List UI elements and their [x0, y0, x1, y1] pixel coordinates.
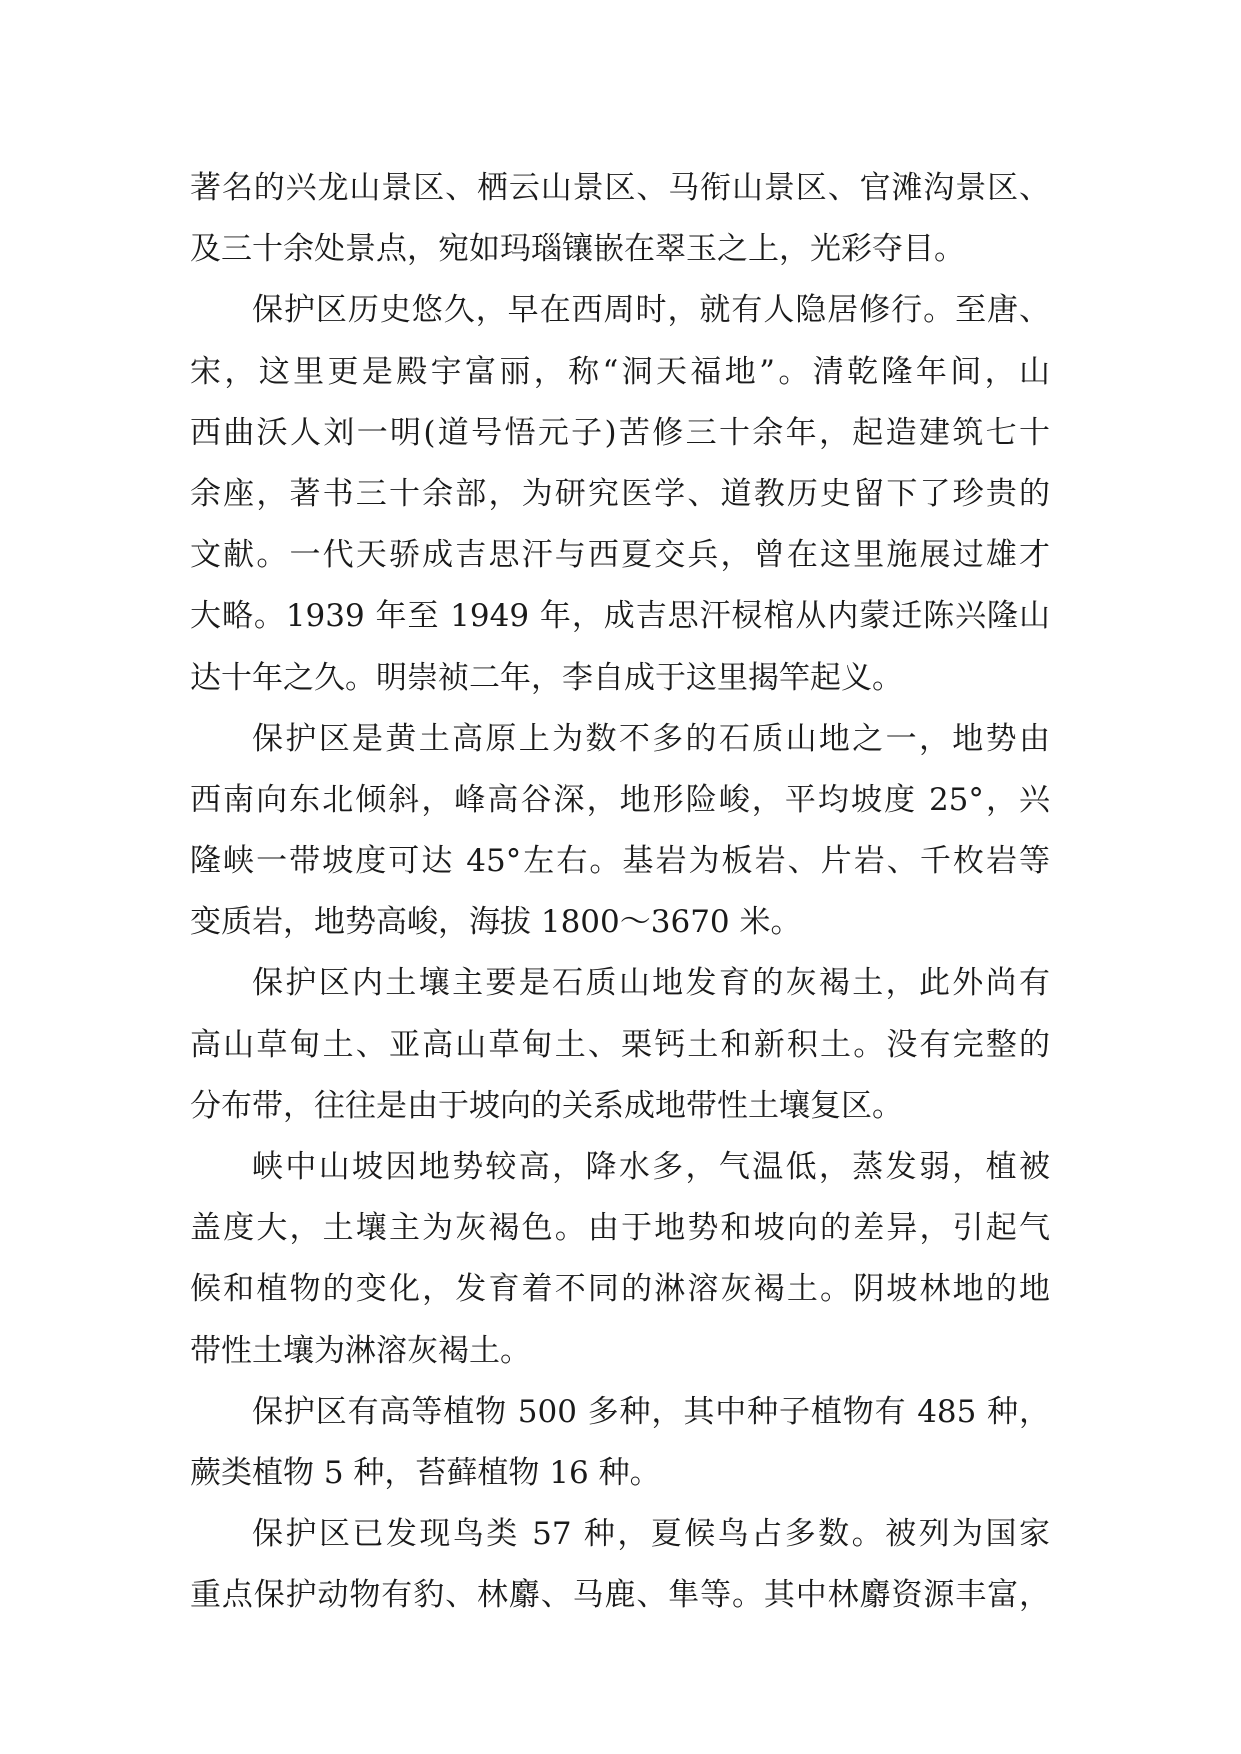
- text-line: 及三十余处景点，宛如玛瑙镶嵌在翠玉之上，光彩夺目。: [190, 231, 965, 268]
- text-line: 达十年之久。明崇祯二年，李自成于这里揭竿起义。: [190, 659, 903, 696]
- text-line: 文献。一代天骄成吉思汗与西夏交兵，曾在这里施展过雄才: [190, 537, 1050, 574]
- body-text: [190, 158, 1050, 1627]
- text-line: 高山草甸土、亚高山草甸土、栗钙土和新积土。没有完整的: [190, 1026, 1050, 1063]
- text-line: 著名的兴龙山景区、栖云山景区、马衔山景区、官滩沟景区、: [190, 170, 1050, 206]
- text-line: 宋，这里更是殿宇富丽，称“洞天福地”。清乾隆年间，山: [190, 353, 1050, 390]
- paragraph-first-line: 保护区有高等植物 500 多种，其中种子植物有 485 种，: [252, 1393, 1050, 1430]
- text-line: 西曲沃人刘一明(道号悟元子)苦修三十余年，起造建筑七十: [190, 414, 1050, 451]
- text-line: 大略。1939 年至 1949 年，成吉思汗棂棺从内蒙迁陈兴隆山: [190, 598, 1050, 635]
- text-line: 分布带，往往是由于坡向的关系成地带性土壤复区。: [190, 1087, 903, 1124]
- paragraph-first-line: 保护区是黄土高原上为数不多的石质山地之一，地势由: [252, 720, 1050, 757]
- paragraph-first-line: 保护区历史悠久，早在西周时，就有人隐居修行。至唐、: [252, 292, 1050, 329]
- text-line: 盖度大，土壤主为灰褐色。由于地势和坡向的差异，引起气: [190, 1210, 1050, 1247]
- text-line: 蕨类植物 5 种，苔藓植物 16 种。: [190, 1454, 661, 1491]
- text-line: 隆峡一带坡度可达 45°左右。基岩为板岩、片岩、千枚岩等: [190, 843, 1050, 880]
- paragraph-first-line: 保护区内土壤主要是石质山地发育的灰褐土，此外尚有: [252, 965, 1050, 1002]
- text-line: 带性土壤为淋溶灰褐土。: [190, 1332, 531, 1369]
- paragraph-first-line: 保护区已发现鸟类 57 种，夏候鸟占多数。被列为国家: [252, 1516, 1050, 1553]
- text-line: 候和植物的变化，发育着不同的淋溶灰褐土。阴坡林地的地: [190, 1271, 1050, 1308]
- text-line: 变质岩，地势高峻，海拔 1800～3670 米。: [190, 904, 802, 941]
- text-line: 余座，著书三十余部，为研究医学、道教历史留下了珍贵的: [190, 475, 1050, 512]
- paragraph-first-line: 峡中山坡因地势较高，降水多，气温低，蒸发弱，植被: [252, 1149, 1050, 1185]
- text-line: 西南向东北倾斜，峰高谷深，地形险峻，平均坡度 25°，兴: [190, 781, 1050, 818]
- text-line: 重点保护动物有豹、林麝、马鹿、隼等。其中林麝资源丰富，: [190, 1577, 1050, 1614]
